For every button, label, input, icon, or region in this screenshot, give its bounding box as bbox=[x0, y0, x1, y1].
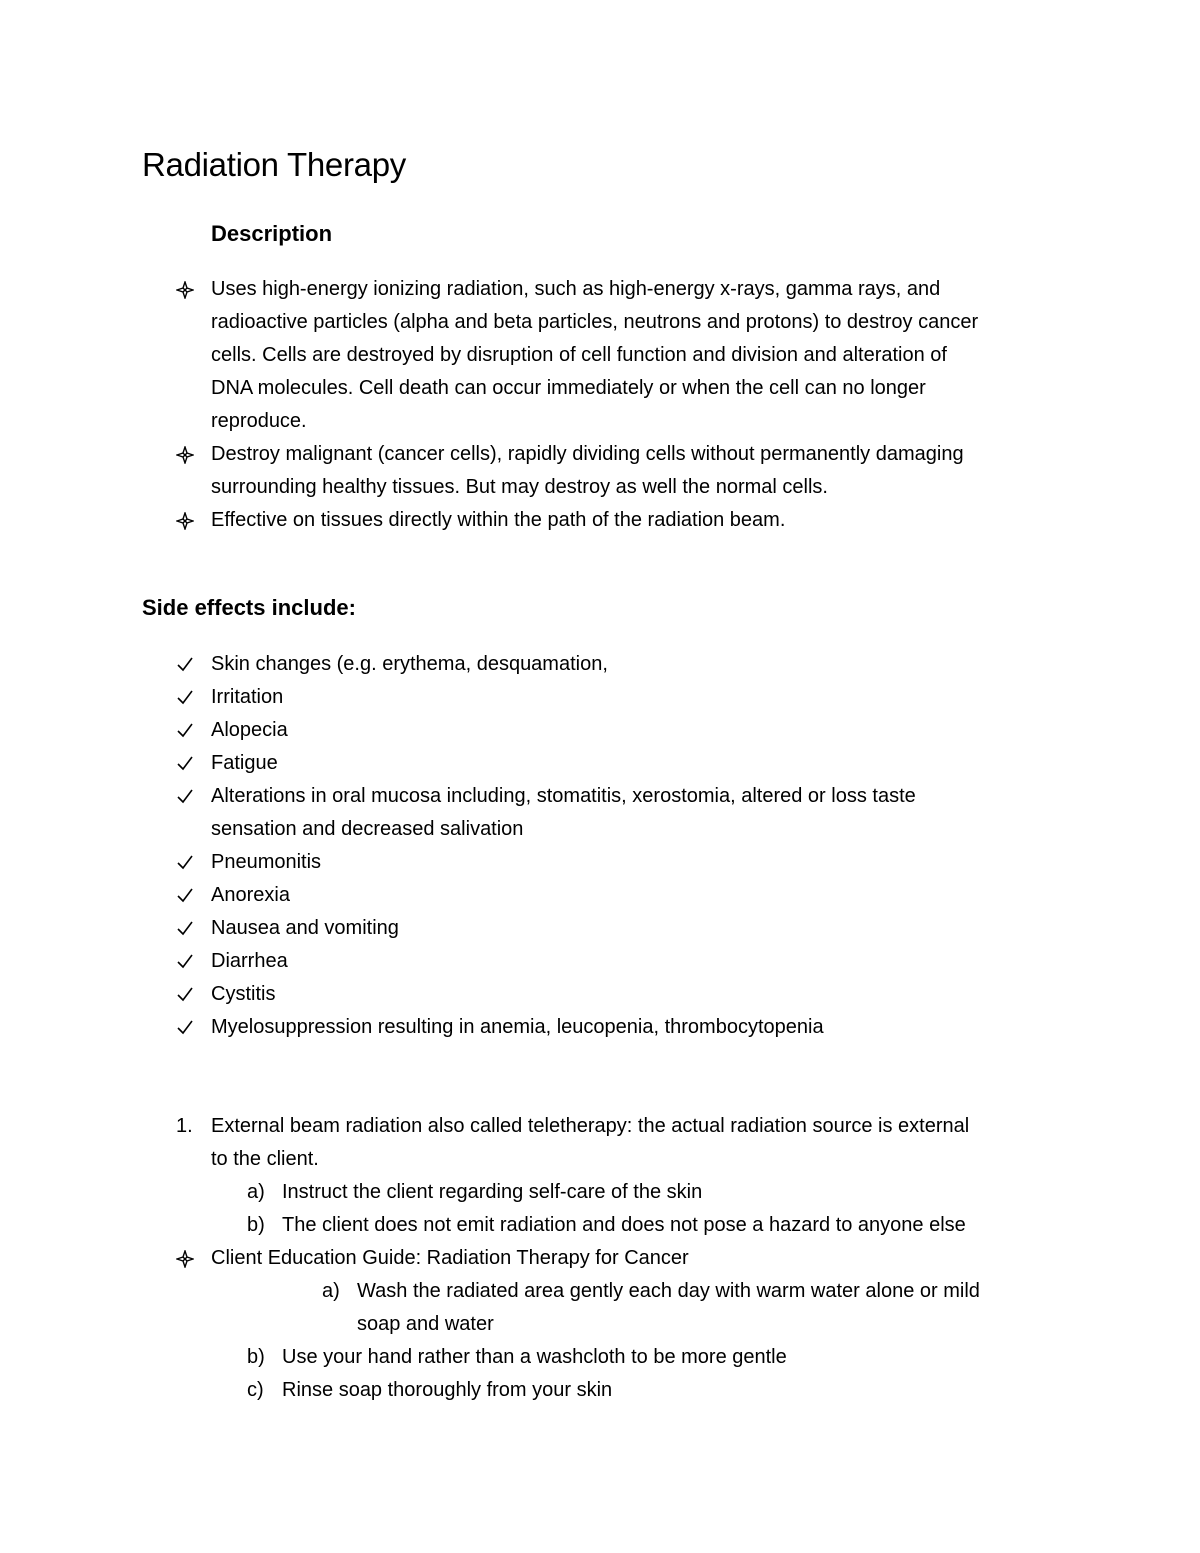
check-icon bbox=[176, 853, 194, 871]
side-effect-item: Myelosuppression resulting in anemia, leucopenia, thrombocytopenia bbox=[211, 1016, 824, 1038]
check-icon bbox=[176, 754, 194, 772]
description-bullet-2: Destroy malignant (cancer cells), rapidly dividing cells without permanently damaging surrounding healthy tissues. But may destroy as well the normal cells. bbox=[211, 443, 964, 498]
sub-item: Instruct the client regarding self-care of the skin bbox=[282, 1181, 703, 1203]
description-bullet-1: Uses high-energy ionizing radiation, such as high-energy x-rays, gamma rays, and radioactive particles (alpha and beta particles, neutrons and protons) to destroy cancer cells. Cells are destroyed by disruption of cell function and division and alteration of DNA molecules. Cell death can occur immediately or when the cell can no longer reproduce. bbox=[211, 278, 979, 432]
page-title: Radiation Therapy bbox=[142, 146, 406, 183]
diamond-bullet-icon bbox=[176, 1250, 194, 1268]
check-icon bbox=[176, 1018, 194, 1036]
side-effect-item: Cystitis bbox=[211, 983, 276, 1005]
education-guide-bullet: Client Education Guide: Radiation Therapy for Cancer bbox=[211, 1247, 689, 1269]
sub-item-marker: b) bbox=[247, 1214, 265, 1236]
diamond-bullet-icon bbox=[176, 446, 194, 464]
check-icon bbox=[176, 919, 194, 937]
description-heading: Description bbox=[211, 221, 333, 246]
sub-item-marker: c) bbox=[247, 1379, 264, 1401]
side-effect-item: Skin changes (e.g. erythema, desquamation, bbox=[211, 653, 608, 675]
side-effects-heading: Side effects include: bbox=[142, 595, 356, 620]
diamond-bullet-icon bbox=[176, 512, 194, 530]
check-icon bbox=[176, 655, 194, 673]
side-effect-item: Nausea and vomiting bbox=[211, 917, 399, 939]
description-bullet-3: Effective on tissues directly within the path of the radiation beam. bbox=[211, 509, 786, 531]
sub-item: Use your hand rather than a washcloth to be more gentle bbox=[282, 1346, 787, 1368]
sub-item: Wash the radiated area gently each day with warm water alone or mild soap and water bbox=[357, 1280, 980, 1335]
check-icon bbox=[176, 985, 194, 1003]
check-icon bbox=[176, 787, 194, 805]
sub-item: Rinse soap thoroughly from your skin bbox=[282, 1379, 613, 1401]
sub-item-marker: b) bbox=[247, 1346, 265, 1368]
check-icon bbox=[176, 721, 194, 739]
side-effect-item: Diarrhea bbox=[211, 950, 288, 972]
side-effect-item: Anorexia bbox=[211, 884, 290, 906]
numbered-item-external-beam: External beam radiation also called teletherapy: the actual radiation source is external to the client. bbox=[211, 1115, 970, 1170]
side-effect-item: Irritation bbox=[211, 686, 284, 708]
sub-item-marker: a) bbox=[247, 1181, 265, 1203]
numbered-marker: 1. bbox=[176, 1115, 193, 1137]
sub-item-marker: a) bbox=[322, 1280, 340, 1302]
side-effect-item: Alterations in oral mucosa including, stomatitis, xerostomia, altered or loss taste sensation and decreased salivation bbox=[211, 785, 916, 840]
check-icon bbox=[176, 952, 194, 970]
diamond-bullet-icon bbox=[176, 281, 194, 299]
side-effect-item: Fatigue bbox=[211, 752, 278, 774]
side-effect-item: Alopecia bbox=[211, 719, 288, 741]
check-icon bbox=[176, 886, 194, 904]
sub-item: The client does not emit radiation and does not pose a hazard to anyone else bbox=[282, 1214, 966, 1236]
check-icon bbox=[176, 688, 194, 706]
side-effect-item: Pneumonitis bbox=[211, 851, 322, 873]
